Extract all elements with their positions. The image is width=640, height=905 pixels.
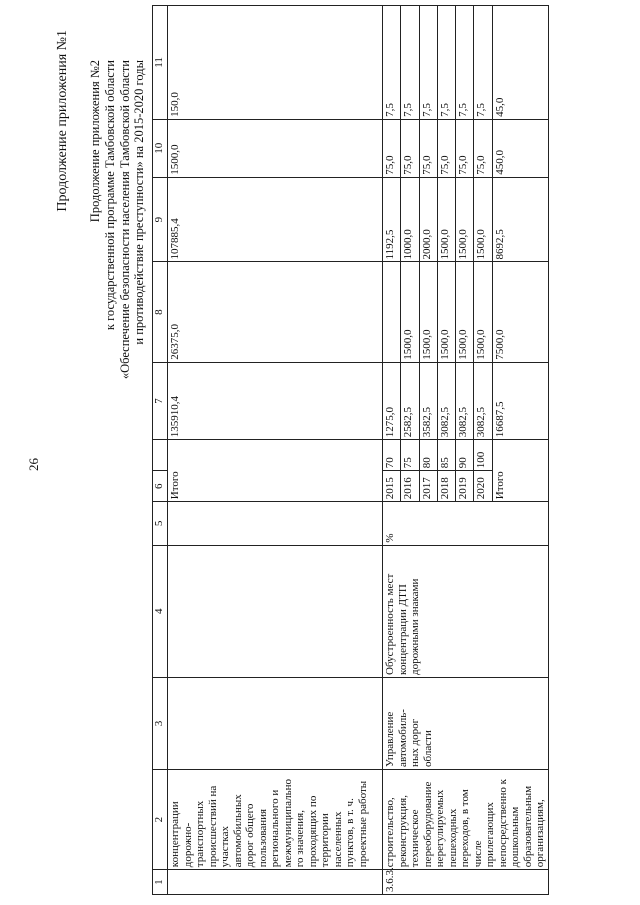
prev-num-cell — [168, 870, 383, 895]
prev-total-c10: 1500,0 — [168, 119, 383, 177]
program-table — [152, 5, 549, 895]
prev-name-cell: концентрации дорожно- транспортных происшествий на участках автомобильных дорог общего пользования регионального и межмуниципально го значения, проходящих по территории населенных пунктов, в т. ч. проектные работы — [168, 769, 383, 869]
row-363-total-c7: 16687,5 — [492, 362, 548, 440]
col-num-6b — [153, 440, 168, 471]
c11-cell: 7,5 — [383, 6, 401, 120]
c9-cell: 1000,0 — [401, 177, 419, 262]
col-num-8: 8 — [153, 262, 168, 362]
c10-cell: 75,0 — [474, 119, 492, 177]
c10-cell: 75,0 — [401, 119, 419, 177]
prev-total-c8: 26375,0 — [168, 262, 383, 362]
prev-executor-cell — [168, 677, 383, 769]
year-cell: 2016 — [401, 471, 419, 502]
appendix-1-caption: Продолжение приложения №1 — [55, 30, 70, 212]
row-363-executor: Управление автомобиль- ных дорог области — [383, 677, 549, 769]
appendix-2-line: «Обеспечение безопасности населения Тамбовской области — [117, 60, 132, 380]
prev-indicator-cell — [168, 545, 383, 677]
c8-cell: 1500,0 — [419, 262, 437, 362]
c8-cell: 1500,0 — [401, 262, 419, 362]
year-cell: 2019 — [456, 471, 474, 502]
table-row — [383, 6, 401, 895]
appendix-2-line: Продолжение приложения №2 — [88, 60, 102, 223]
c7-cell: 3082,5 — [474, 362, 492, 440]
c9-cell: 1500,0 — [437, 177, 455, 262]
row-363-unit: % — [383, 502, 549, 545]
appendix-2-line: к государственной программе Тамбовской области — [102, 60, 117, 331]
c7-cell: 3082,5 — [437, 362, 455, 440]
page-number: 26 — [26, 458, 41, 471]
c10-cell: 75,0 — [456, 119, 474, 177]
c9-cell: 2000,0 — [419, 177, 437, 262]
row-363-total-c8: 7500,0 — [492, 262, 548, 362]
c11-cell: 7,5 — [456, 6, 474, 120]
row-363-total-label: Итого — [492, 440, 548, 502]
prev-total-c7: 135910,4 — [168, 362, 383, 440]
prev-total-label: Итого — [168, 440, 383, 502]
col-num-2: 2 — [153, 769, 168, 869]
c8-cell — [383, 262, 401, 362]
c11-cell: 7,5 — [419, 6, 437, 120]
prev-unit-cell — [168, 502, 383, 545]
col-num-1: 1 — [153, 870, 168, 895]
prev-total-c9: 107885,4 — [168, 177, 383, 262]
row-363-indicator: Обустроенность мест концентрации ДТП дорожными знаками — [383, 545, 549, 677]
c7-cell: 2582,5 — [401, 362, 419, 440]
year-cell: 2015 — [383, 471, 401, 502]
appendix-2-line: и противодействие преступности» на 2015-2020 годы — [132, 60, 147, 345]
c10-cell: 75,0 — [419, 119, 437, 177]
col-num-3: 3 — [153, 677, 168, 769]
row-363-total-c10: 450,0 — [492, 119, 548, 177]
col-num-4: 4 — [153, 545, 168, 677]
target-value-cell: 90 — [456, 440, 474, 471]
column-number-row — [153, 6, 168, 895]
appendix-2-caption — [88, 60, 147, 620]
c8-cell: 1500,0 — [474, 262, 492, 362]
target-value-cell: 100 — [474, 440, 492, 471]
prev-total-c11: 150,0 — [168, 6, 383, 120]
c11-cell: 7,5 — [437, 6, 455, 120]
c10-cell: 75,0 — [437, 119, 455, 177]
c9-cell: 1500,0 — [456, 177, 474, 262]
row-363-name: строительство, реконструкция, техническое переоборудование нерегулируемых пешеходных переходов, в том числе прилегающих непосредственно к дошкольным образовательным организациям, — [383, 769, 549, 869]
c7-cell: 3082,5 — [456, 362, 474, 440]
c8-cell: 1500,0 — [437, 262, 455, 362]
year-cell: 2018 — [437, 471, 455, 502]
row-363-total-c9: 8692,5 — [492, 177, 548, 262]
table-row — [168, 6, 383, 895]
c10-cell: 75,0 — [383, 119, 401, 177]
c11-cell: 7,5 — [401, 6, 419, 120]
target-value-cell: 80 — [419, 440, 437, 471]
c7-cell: 1275,0 — [383, 362, 401, 440]
target-value-cell: 70 — [383, 440, 401, 471]
year-cell: 2020 — [474, 471, 492, 502]
target-value-cell: 75 — [401, 440, 419, 471]
col-num-11: 11 — [153, 6, 168, 120]
col-num-9: 9 — [153, 177, 168, 262]
c7-cell: 3582,5 — [419, 362, 437, 440]
c11-cell: 7,5 — [474, 6, 492, 120]
c9-cell: 1192,5 — [383, 177, 401, 262]
year-cell: 2017 — [419, 471, 437, 502]
row-363-total-c11: 45,0 — [492, 6, 548, 120]
target-value-cell: 85 — [437, 440, 455, 471]
col-num-5: 5 — [153, 502, 168, 545]
col-num-10: 10 — [153, 119, 168, 177]
col-num-7: 7 — [153, 362, 168, 440]
c9-cell: 1500,0 — [474, 177, 492, 262]
col-num-6: 6 — [153, 471, 168, 502]
c8-cell: 1500,0 — [456, 262, 474, 362]
row-363-num: 3.6.3. — [383, 870, 549, 895]
